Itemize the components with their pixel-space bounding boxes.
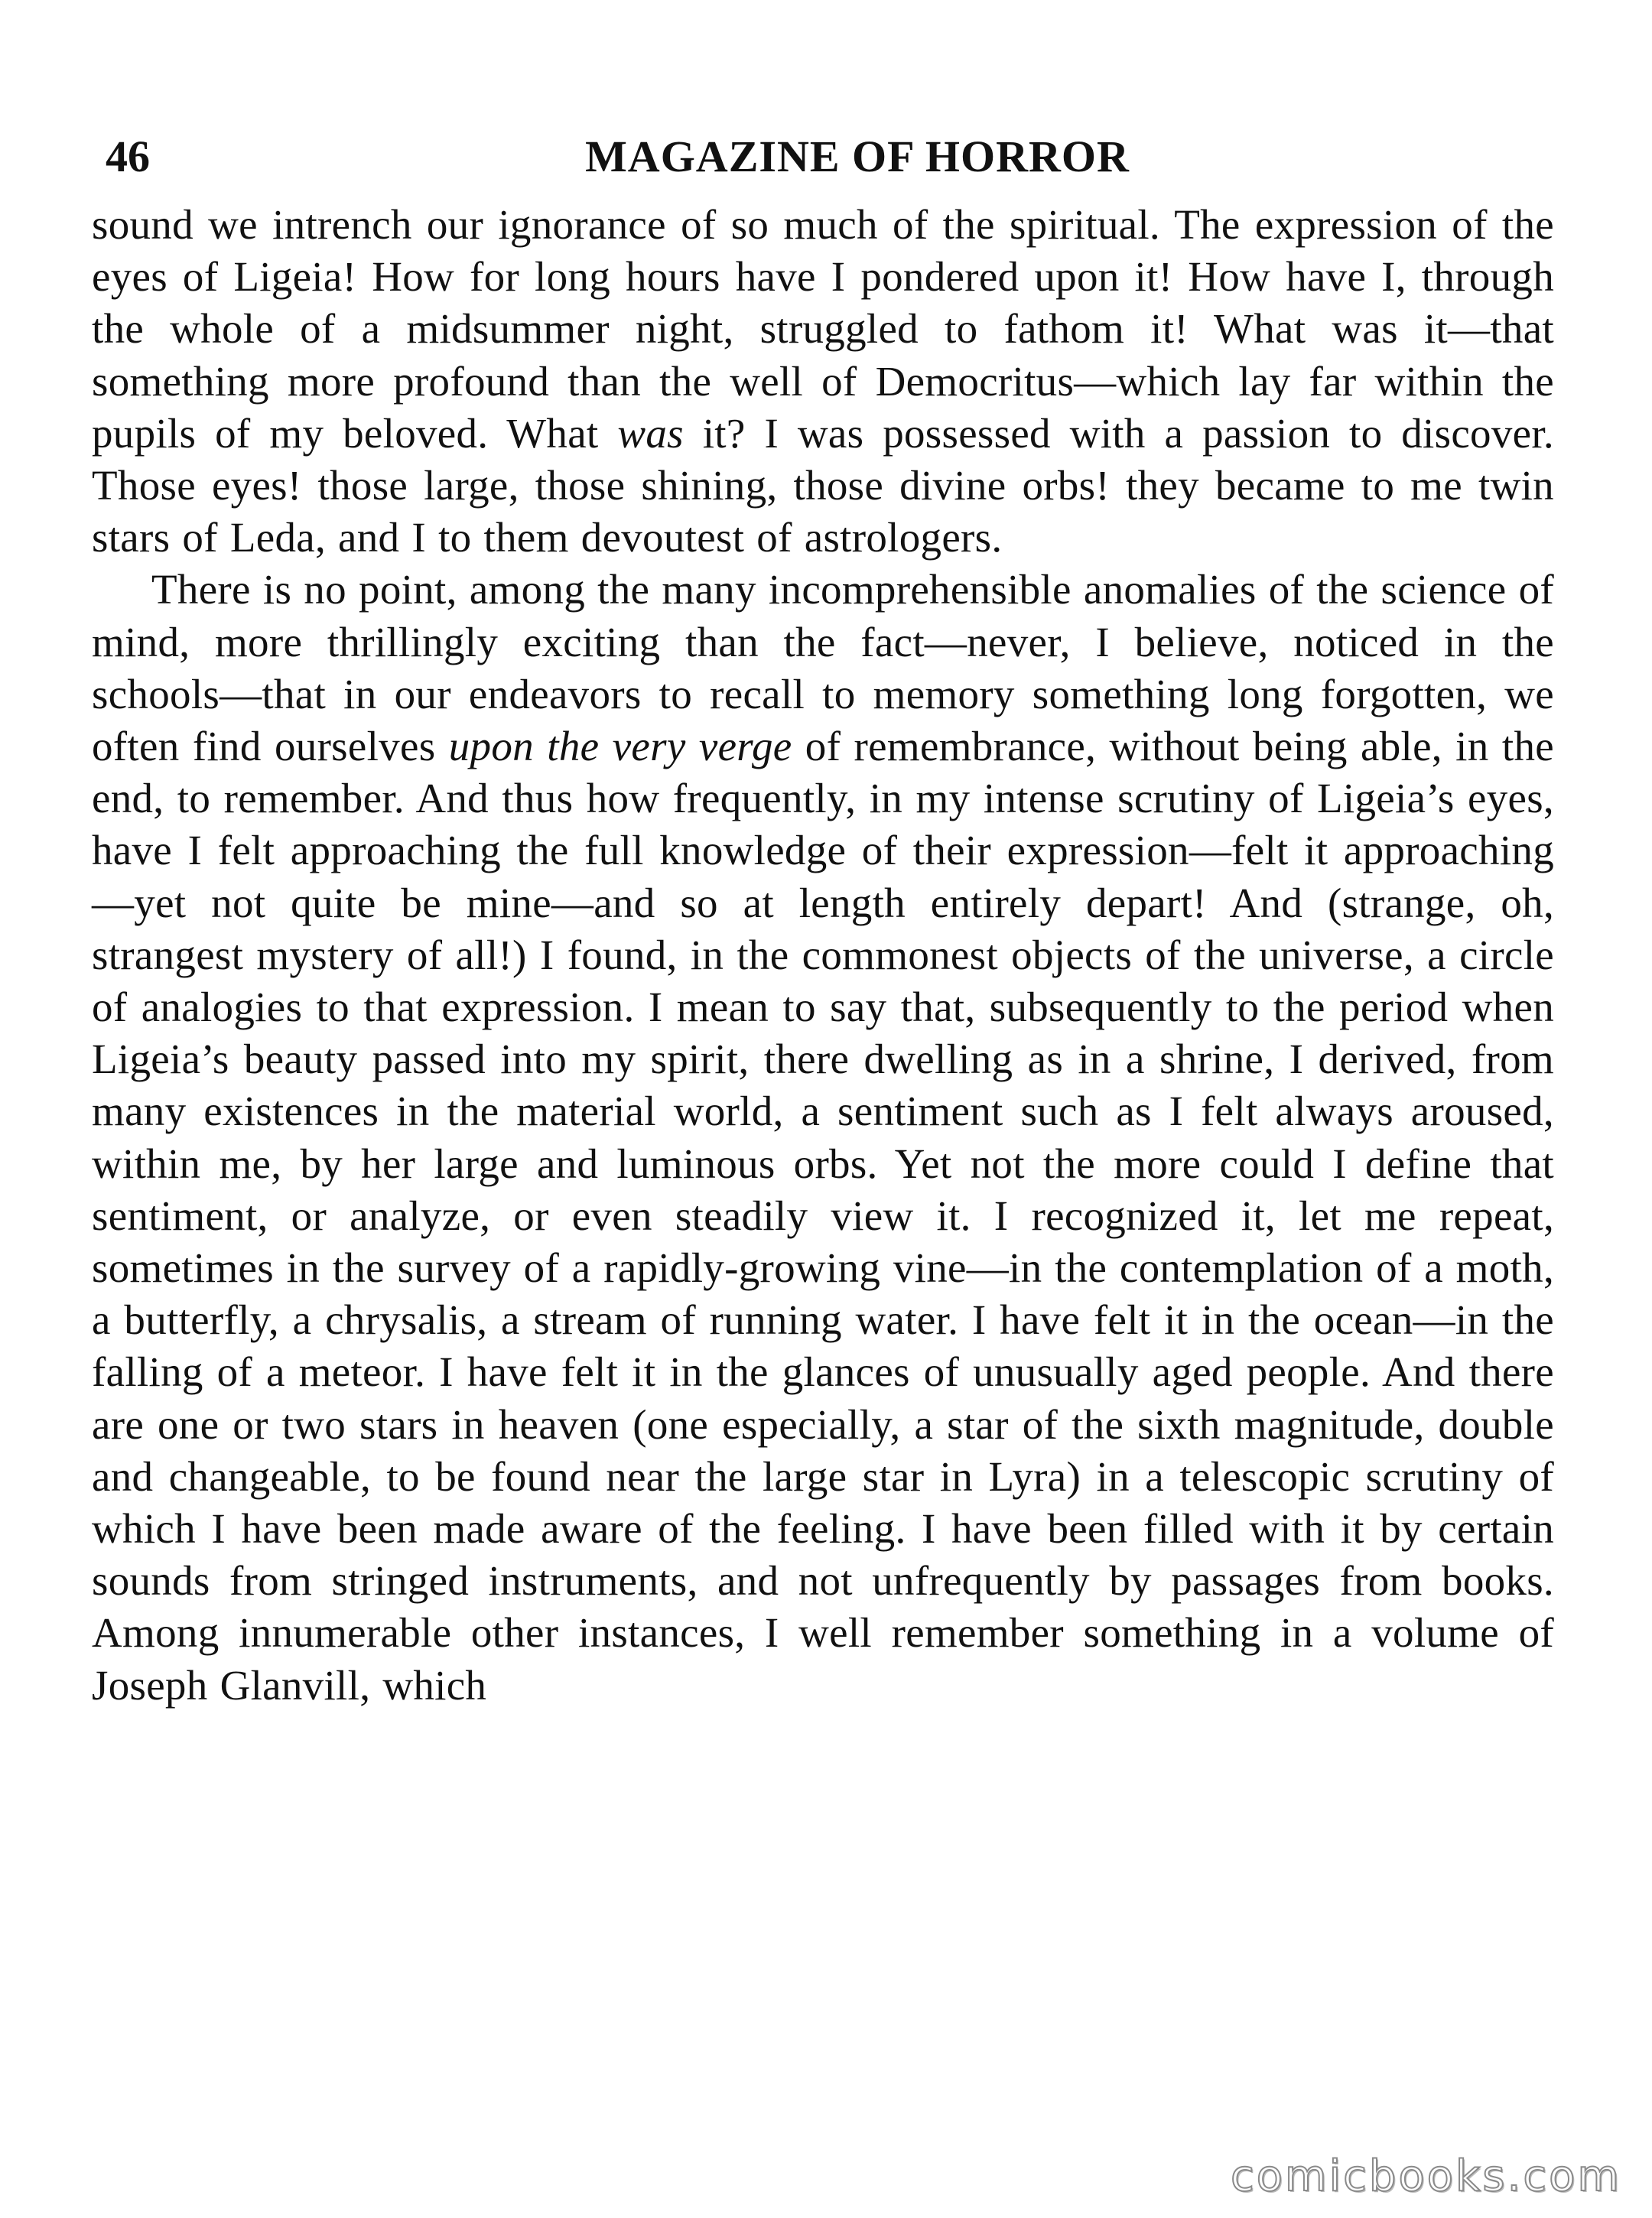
page-header — [92, 115, 1554, 199]
paragraph-1 — [92, 199, 1554, 564]
running-title: MAGAZINE OF HORROR — [585, 132, 1130, 181]
paragraph-2-text-a: There is no point, among the many incomprehensible anomalies of the science of mind, more thrillingly exciting than the fact—never, I believe, noticed in the schools—that in our endeavors to recall to memory something long forgotten, we often find ourselves — [92, 566, 1554, 770]
paragraph-2 — [92, 564, 1554, 1711]
watermark-logo: comicbooks.com — [1230, 2151, 1621, 2201]
paragraph-1-text-a: sound we intrench our ignorance of so much of the spiritual. The expression of the eyes of Ligeia! How for long hours have I pondered upon it! How have I, through the whole of a midsummer night, struggled to fathom it! What was it—that something more profound than the well of Democritus—which lay far within the pupils of my beloved. What — [92, 201, 1554, 457]
paragraph-2-emphasis: upon the very verge — [448, 723, 792, 770]
paragraph-1-text-c: it? I was possessed with a passion to discover. Those eyes! those large, those shining, those divine orbs! they became to me twin stars of Leda, and I to them devoutest of astrologers. — [92, 409, 1554, 561]
paragraph-2-text-c: of remembrance, without being able, in the end, to remember. And thus how frequently, in my intense scrutiny of Ligeia’s eyes, have I felt approaching the full knowledge of their expression—felt it approaching—yet not quite be mine—and so at length entirely depart! And (strange, oh, strangest mystery of all!) I found, in the commonest objects of the universe, a circle of analogies to that expression. I mean to say that, subsequently to the period when Ligeia’s beauty passed into my spirit, there dwelling as in a shrine, I derived, from many existences in the material world, a sentiment such as I felt always aroused, within me, by her large and luminous orbs. Yet not the more could I define that sentiment, or analyze, or even steadily view it. I recognized it, let me repeat, sometimes in the survey of a rapidly-growing vine—in the contemplation of a moth, a butterfly, a chrysalis, a stream of running water. I have felt it in the ocean—in the falling of a meteor. I have felt it in the glances of unusually aged people. And there are one or two stars in heaven (one especially, a star of the sixth magnitude, double and changeable, to be found near the large star in Lyra) in a telescopic scrutiny of which I have been made aware of the feeling. I have been filled with it by certain sounds from stringed instruments, and not unfrequently by passages from books. Among innumerable other instances, I well remember something in a volume of Joseph Glanvill, which — [92, 723, 1554, 1709]
book-page — [92, 115, 1554, 1712]
body-text — [92, 199, 1554, 1712]
page-number: 46 — [106, 132, 150, 181]
paragraph-1-emphasis: was — [617, 409, 684, 457]
